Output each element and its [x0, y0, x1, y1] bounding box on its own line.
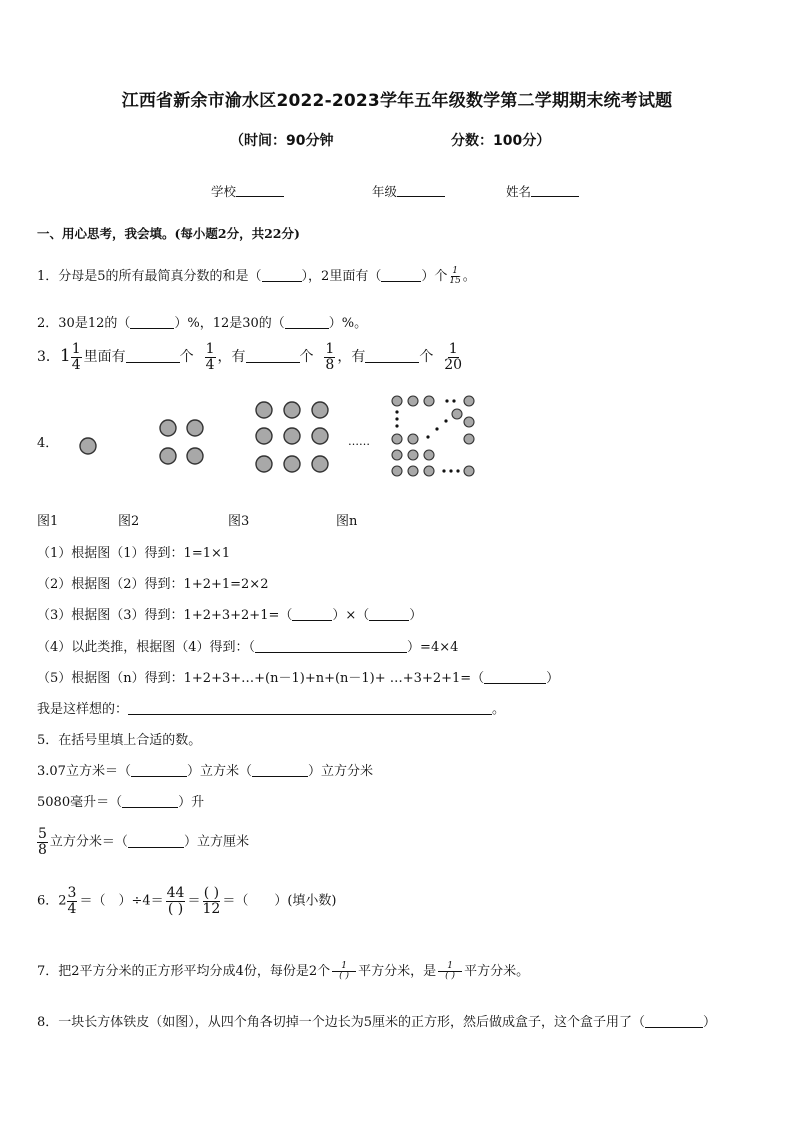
- exam-title: 江西省新余市渝水区2022-2023学年五年级数学第二学期期末统考试题: [121, 91, 673, 111]
- q2-blank-2[interactable]: [285, 315, 329, 329]
- q1-blank-2[interactable]: [381, 268, 421, 282]
- q1-fraction: [449, 267, 460, 287]
- q3-ge-3: 个: [419, 349, 434, 366]
- q4-number: 4．: [37, 436, 59, 451]
- q3-text-c: ，有: [337, 349, 366, 366]
- question-3: [37, 342, 464, 372]
- dot: [187, 420, 203, 436]
- q5-l2-text-a: 5080毫升＝（: [37, 795, 123, 810]
- q4-think-end: 。: [492, 702, 506, 717]
- grade-label: 年级: [372, 184, 398, 199]
- grade-field: [372, 182, 445, 200]
- dot: [312, 428, 328, 444]
- dot: [256, 456, 272, 472]
- q5-line-1: [37, 760, 373, 779]
- q5-l2-blank[interactable]: [122, 794, 178, 808]
- q1-blank-1[interactable]: [262, 268, 302, 282]
- q3-text-a: 里面有: [83, 349, 126, 366]
- q5-l1-blank-2[interactable]: [252, 763, 308, 777]
- q1-text-c: ）个: [421, 269, 448, 284]
- school-blank[interactable]: [236, 184, 284, 197]
- fraction-denominator: 4: [205, 356, 215, 373]
- q1-text-b: ），2里面有（: [301, 269, 382, 284]
- fraction-numerator: 44: [166, 885, 185, 901]
- q6-text-c[interactable]: ＝（ ）(填小数): [222, 893, 337, 909]
- fraction-numerator: 5: [38, 826, 47, 842]
- q4-p5-text-a: （5）根据图（n）得到：1+2+3+…+(n－1)+n+(n－1)+ …+3+2+1=（: [37, 671, 485, 686]
- q3-ge-2: 个: [299, 349, 314, 366]
- dot: [284, 428, 300, 444]
- q1-end: 。: [462, 269, 476, 284]
- name-field: [506, 182, 579, 200]
- q8-blank[interactable]: [645, 1014, 703, 1028]
- question-8: [37, 1011, 716, 1030]
- q7-fraction-2[interactable]: [438, 962, 462, 982]
- q6-mixed-fraction: [67, 886, 78, 916]
- figure-3: [256, 402, 328, 472]
- q4-part-1: （1）根据图（1）得到：1=1×1: [37, 546, 231, 561]
- q6-fraction-1[interactable]: [166, 886, 186, 916]
- q5-l3-blank[interactable]: [128, 834, 184, 848]
- ellipsis: ……: [348, 435, 370, 448]
- q4-p3-blank-1[interactable]: [292, 607, 332, 621]
- figure-label-3: 图3: [228, 514, 250, 529]
- fraction-numerator: 1: [332, 962, 356, 972]
- q4-p5-blank[interactable]: [484, 670, 546, 684]
- q3-blank-2[interactable]: [246, 349, 300, 363]
- q7-text-c: 平方分米。: [464, 964, 530, 979]
- score-label: 分数：100分）: [451, 133, 551, 149]
- q3-fraction-1: [205, 342, 216, 372]
- q4-think-blank[interactable]: [128, 701, 492, 715]
- fraction-denominator: 8: [38, 841, 47, 858]
- q8-text: 8．一块长方体铁皮（如图），从四个角各切掉一个边长为5厘米的正方形，然后做成盒子，这个盒子用了（: [37, 1015, 646, 1030]
- q4-p3-text-c: ）: [409, 608, 423, 623]
- fraction-denominator[interactable]: ( ): [445, 971, 456, 981]
- fraction-denominator[interactable]: ( ): [339, 971, 350, 981]
- dot: [312, 456, 328, 472]
- q3-fraction-2: [324, 342, 335, 372]
- question-1: [37, 265, 476, 286]
- school-label: 学校: [211, 184, 237, 199]
- name-blank[interactable]: [531, 184, 579, 197]
- grade-blank[interactable]: [397, 184, 445, 197]
- fraction-denominator: 15: [449, 276, 461, 286]
- dot: [256, 402, 272, 418]
- dot: [312, 402, 328, 418]
- figure-label-2: 图2: [118, 514, 140, 529]
- fraction-numerator: 3: [67, 885, 77, 901]
- q4-part-5: [37, 667, 559, 686]
- dot: [80, 438, 96, 454]
- fraction-numerator: 1: [325, 341, 335, 357]
- dot: [284, 402, 300, 418]
- time-label: （时间：90分钟: [230, 133, 334, 149]
- q3-mixed-fraction: [71, 342, 82, 372]
- q5-line-3: [37, 827, 249, 857]
- fraction-denominator: 12: [202, 900, 221, 917]
- fraction-denominator[interactable]: ( ): [167, 900, 184, 917]
- fraction-denominator: 4: [67, 900, 77, 917]
- figure-n: [392, 396, 474, 476]
- fraction-numerator: 1: [438, 962, 462, 972]
- section-heading: 一、用心思考，我会填。(每小题2分，共22分): [37, 226, 300, 241]
- q5-l1-blank-1[interactable]: [131, 763, 187, 777]
- question-6: [37, 886, 336, 916]
- q3-number: 3．: [37, 349, 60, 366]
- q4-reasoning: [37, 698, 505, 717]
- q4-p3-text-a: （3）根据图（3）得到：1+2+3+2+1=（: [37, 608, 293, 623]
- q1-text-a: 1．分母是5的所有最简真分数的和是（: [37, 269, 262, 284]
- q7-text-a: 7．把2平方分米的正方形平均分成4份，每份是2个: [37, 964, 331, 979]
- q4-p5-text-b: ）: [546, 671, 560, 686]
- q5-fraction: [37, 827, 48, 857]
- q5-l3-text-a: 立方分米＝（: [49, 834, 128, 850]
- fraction-denominator: 8: [325, 356, 335, 373]
- question-7: [37, 960, 529, 981]
- q6-text-a[interactable]: ＝（ ）÷4＝: [79, 893, 164, 909]
- question-5-heading: 5．在括号里填上合适的数。: [37, 733, 202, 748]
- q3-blank-3[interactable]: [365, 349, 419, 363]
- q4-part-3: [37, 604, 422, 623]
- q7-fraction-1[interactable]: [332, 962, 356, 982]
- q6-fraction-2[interactable]: [202, 886, 220, 916]
- q5-l1-text-b: ）立方米（: [186, 764, 252, 779]
- dot: [256, 428, 272, 444]
- q2-blank-1[interactable]: [130, 315, 174, 329]
- dot: [187, 448, 203, 464]
- figure-1: [80, 438, 96, 454]
- q4-think-label: 我是这样想的：: [37, 702, 129, 717]
- q3-whole: 1: [59, 346, 71, 367]
- q8-end: ）: [703, 1015, 717, 1030]
- q6-prefix: 6．2: [37, 893, 67, 909]
- dot: [160, 420, 176, 436]
- q6-text-b: ＝: [187, 893, 201, 909]
- fraction-numerator[interactable]: ( ): [203, 885, 220, 901]
- q4-p3-blank-2[interactable]: [369, 607, 409, 621]
- q2-text-b: ）%，12是30的（: [174, 316, 285, 331]
- fraction-numerator: 1: [452, 265, 458, 276]
- fraction-denominator: 4: [71, 356, 81, 373]
- dot: [160, 448, 176, 464]
- q4-p4-blank[interactable]: [255, 639, 407, 653]
- q3-blank-1[interactable]: [126, 349, 180, 363]
- fraction-denominator: 20: [444, 356, 463, 373]
- fraction-numerator: 1: [71, 341, 81, 357]
- q4-p4-text-a: （4）以此类推，根据图（4）得到：（: [37, 640, 256, 655]
- figure-2: [160, 420, 203, 464]
- q5-l1-text-a: 3.07立方米＝（: [37, 764, 131, 779]
- school-field: [211, 182, 284, 200]
- figure-label-n: 图n: [336, 514, 358, 529]
- dot: [284, 456, 300, 472]
- q3-fraction-3: [444, 342, 462, 372]
- q5-l2-text-b: ）升: [178, 795, 205, 810]
- q2-text-a: 2．30是12的（: [37, 316, 131, 331]
- fraction-numerator: 1: [448, 341, 458, 357]
- q3-ge-1: 个: [179, 349, 194, 366]
- name-label: 姓名: [506, 184, 532, 199]
- question-2: [37, 312, 367, 331]
- q7-text-b: 平方分米，是: [358, 964, 437, 979]
- q4-part-4: [37, 636, 458, 655]
- q2-text-c: ）%。: [328, 316, 368, 331]
- fraction-numerator: 1: [205, 341, 215, 357]
- q4-p4-text-b: ）=4×4: [407, 640, 459, 655]
- q5-line-2: [37, 791, 204, 810]
- q3-text-b: ，有: [217, 349, 246, 366]
- q4-p3-text-b: ）×（: [332, 608, 370, 623]
- q5-l3-text-b: ）立方厘米: [183, 834, 249, 850]
- dot-figures: [70, 395, 490, 485]
- q4-part-2: （2）根据图（2）得到：1+2+1=2×2: [37, 577, 269, 592]
- q5-l1-text-c: ）立方分米: [307, 764, 373, 779]
- figure-label-1: 图1: [37, 514, 59, 529]
